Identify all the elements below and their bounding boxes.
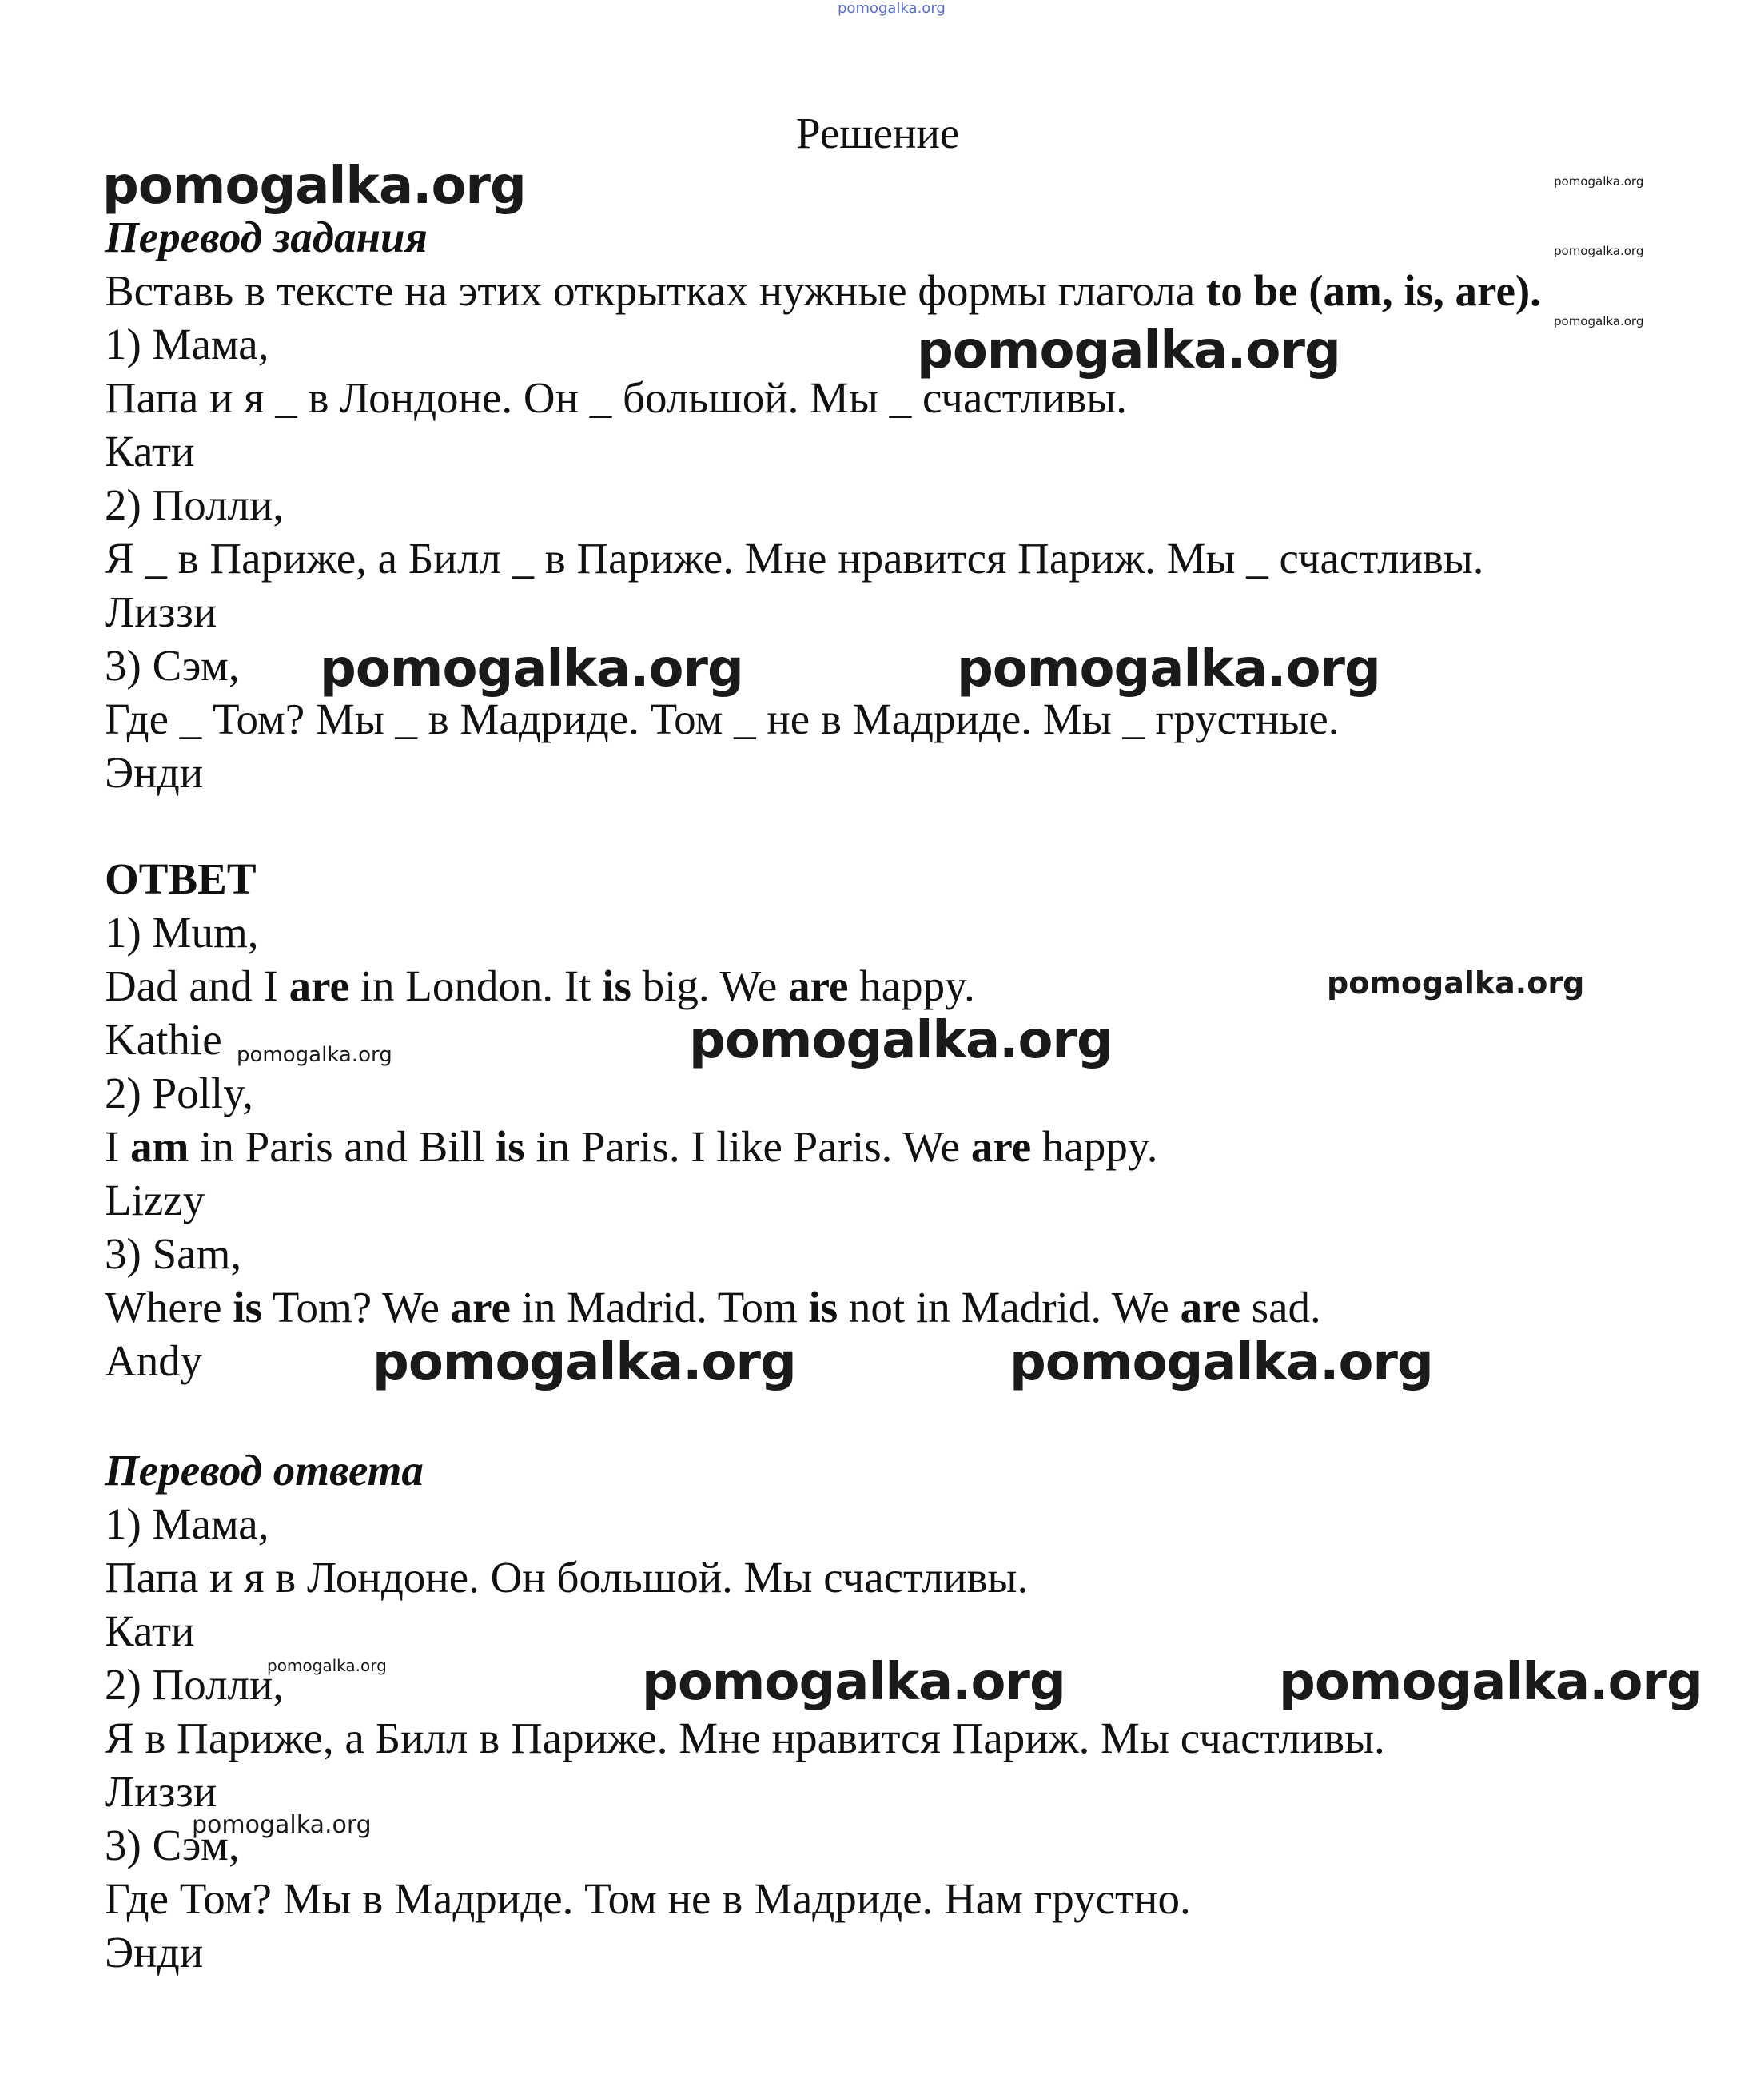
task-line-1: 1) Мама, bbox=[105, 320, 269, 368]
watermark-12: pomogalka.org bbox=[192, 1811, 372, 1839]
answer-line-4: 2) Polly, bbox=[105, 1069, 253, 1117]
task-line-5: Я _ в Париже, а Билл _ в Париже. Мне нравится Париж. Мы _ счастливы. bbox=[105, 534, 1484, 583]
watermark-3: pomogalka.org bbox=[957, 639, 1380, 699]
watermark-5: pomogalka.org bbox=[237, 1043, 392, 1067]
watermark-top: pomogalka.org bbox=[838, 0, 946, 17]
task-instruction-bold: to be (am, is, are). bbox=[1205, 266, 1541, 315]
translation-line-5: Я в Париже, а Билл в Париже. Мне нравится Париж. Мы счастливы. bbox=[105, 1714, 1385, 1762]
watermark-6: pomogalka.org bbox=[689, 1011, 1113, 1070]
watermark-9: pomogalka.org bbox=[267, 1656, 387, 1675]
answer-line-8: Where is Tom? We are in Madrid. Tom is not in Madrid. We are sad. bbox=[105, 1283, 1321, 1332]
task-instruction bbox=[105, 265, 1541, 316]
watermark-1: pomogalka.org bbox=[917, 321, 1340, 380]
answer-line-1: 1) Mum, bbox=[105, 908, 259, 957]
answer-line-9: Andy bbox=[105, 1336, 203, 1385]
translation-line-3: Кати bbox=[105, 1606, 195, 1655]
watermark-small-1: pomogalka.org bbox=[1554, 174, 1644, 189]
watermark-10: pomogalka.org bbox=[642, 1653, 1065, 1712]
translation-line-1: 1) Мама, bbox=[105, 1499, 269, 1548]
watermark-small-3: pomogalka.org bbox=[1554, 314, 1644, 328]
watermark-7: pomogalka.org bbox=[372, 1333, 796, 1392]
answer-line-5: I am in Paris and Bill is in Paris. I like Paris. We are happy. bbox=[105, 1122, 1158, 1171]
task-line-2: Папа и я _ в Лондоне. Он _ большой. Мы _ счастливы. bbox=[105, 373, 1127, 422]
task-line-9: Энди bbox=[105, 748, 204, 797]
translation-heading: Перевод ответа bbox=[105, 1446, 424, 1495]
task-line-3: Кати bbox=[105, 427, 195, 476]
answer-line-3: Kathie bbox=[105, 1015, 222, 1064]
watermark-logo: pomogalka.org bbox=[102, 157, 526, 216]
task-heading: Перевод задания bbox=[105, 213, 428, 261]
watermark-small-2: pomogalka.org bbox=[1554, 244, 1644, 258]
task-line-6: Лиззи bbox=[105, 587, 217, 636]
translation-line-9: Энди bbox=[105, 1928, 204, 1977]
task-instruction-text: Вставь в тексте на этих открытках нужные формы глагола bbox=[105, 266, 1206, 315]
answer-heading: ОТВЕТ bbox=[105, 854, 257, 903]
translation-line-2: Папа и я в Лондоне. Он большой. Мы счастливы. bbox=[105, 1553, 1029, 1602]
answer-line-2: Dad and I are in London. It is big. We are happy. bbox=[105, 961, 975, 1010]
translation-line-7: 3) Сэм, bbox=[105, 1821, 240, 1869]
task-line-7: 3) Сэм, bbox=[105, 641, 240, 690]
translation-line-6: Лиззи bbox=[105, 1767, 217, 1816]
page-title: Решение bbox=[796, 109, 960, 157]
translation-line-4: 2) Полли, bbox=[105, 1660, 285, 1709]
watermark-4: pomogalka.org bbox=[1327, 965, 1585, 1001]
answer-line-6: Lizzy bbox=[105, 1176, 205, 1224]
watermark-11: pomogalka.org bbox=[1279, 1653, 1702, 1712]
answer-line-7: 3) Sam, bbox=[105, 1229, 242, 1278]
watermark-8: pomogalka.org bbox=[1009, 1333, 1433, 1392]
watermark-2: pomogalka.org bbox=[320, 639, 743, 699]
task-line-4: 2) Полли, bbox=[105, 480, 285, 529]
task-line-8: Где _ Том? Мы _ в Мадриде. Том _ не в Мадриде. Мы _ грустные. bbox=[105, 695, 1340, 743]
translation-line-8: Где Том? Мы в Мадриде. Том не в Мадриде. Нам грустно. bbox=[105, 1874, 1191, 1923]
